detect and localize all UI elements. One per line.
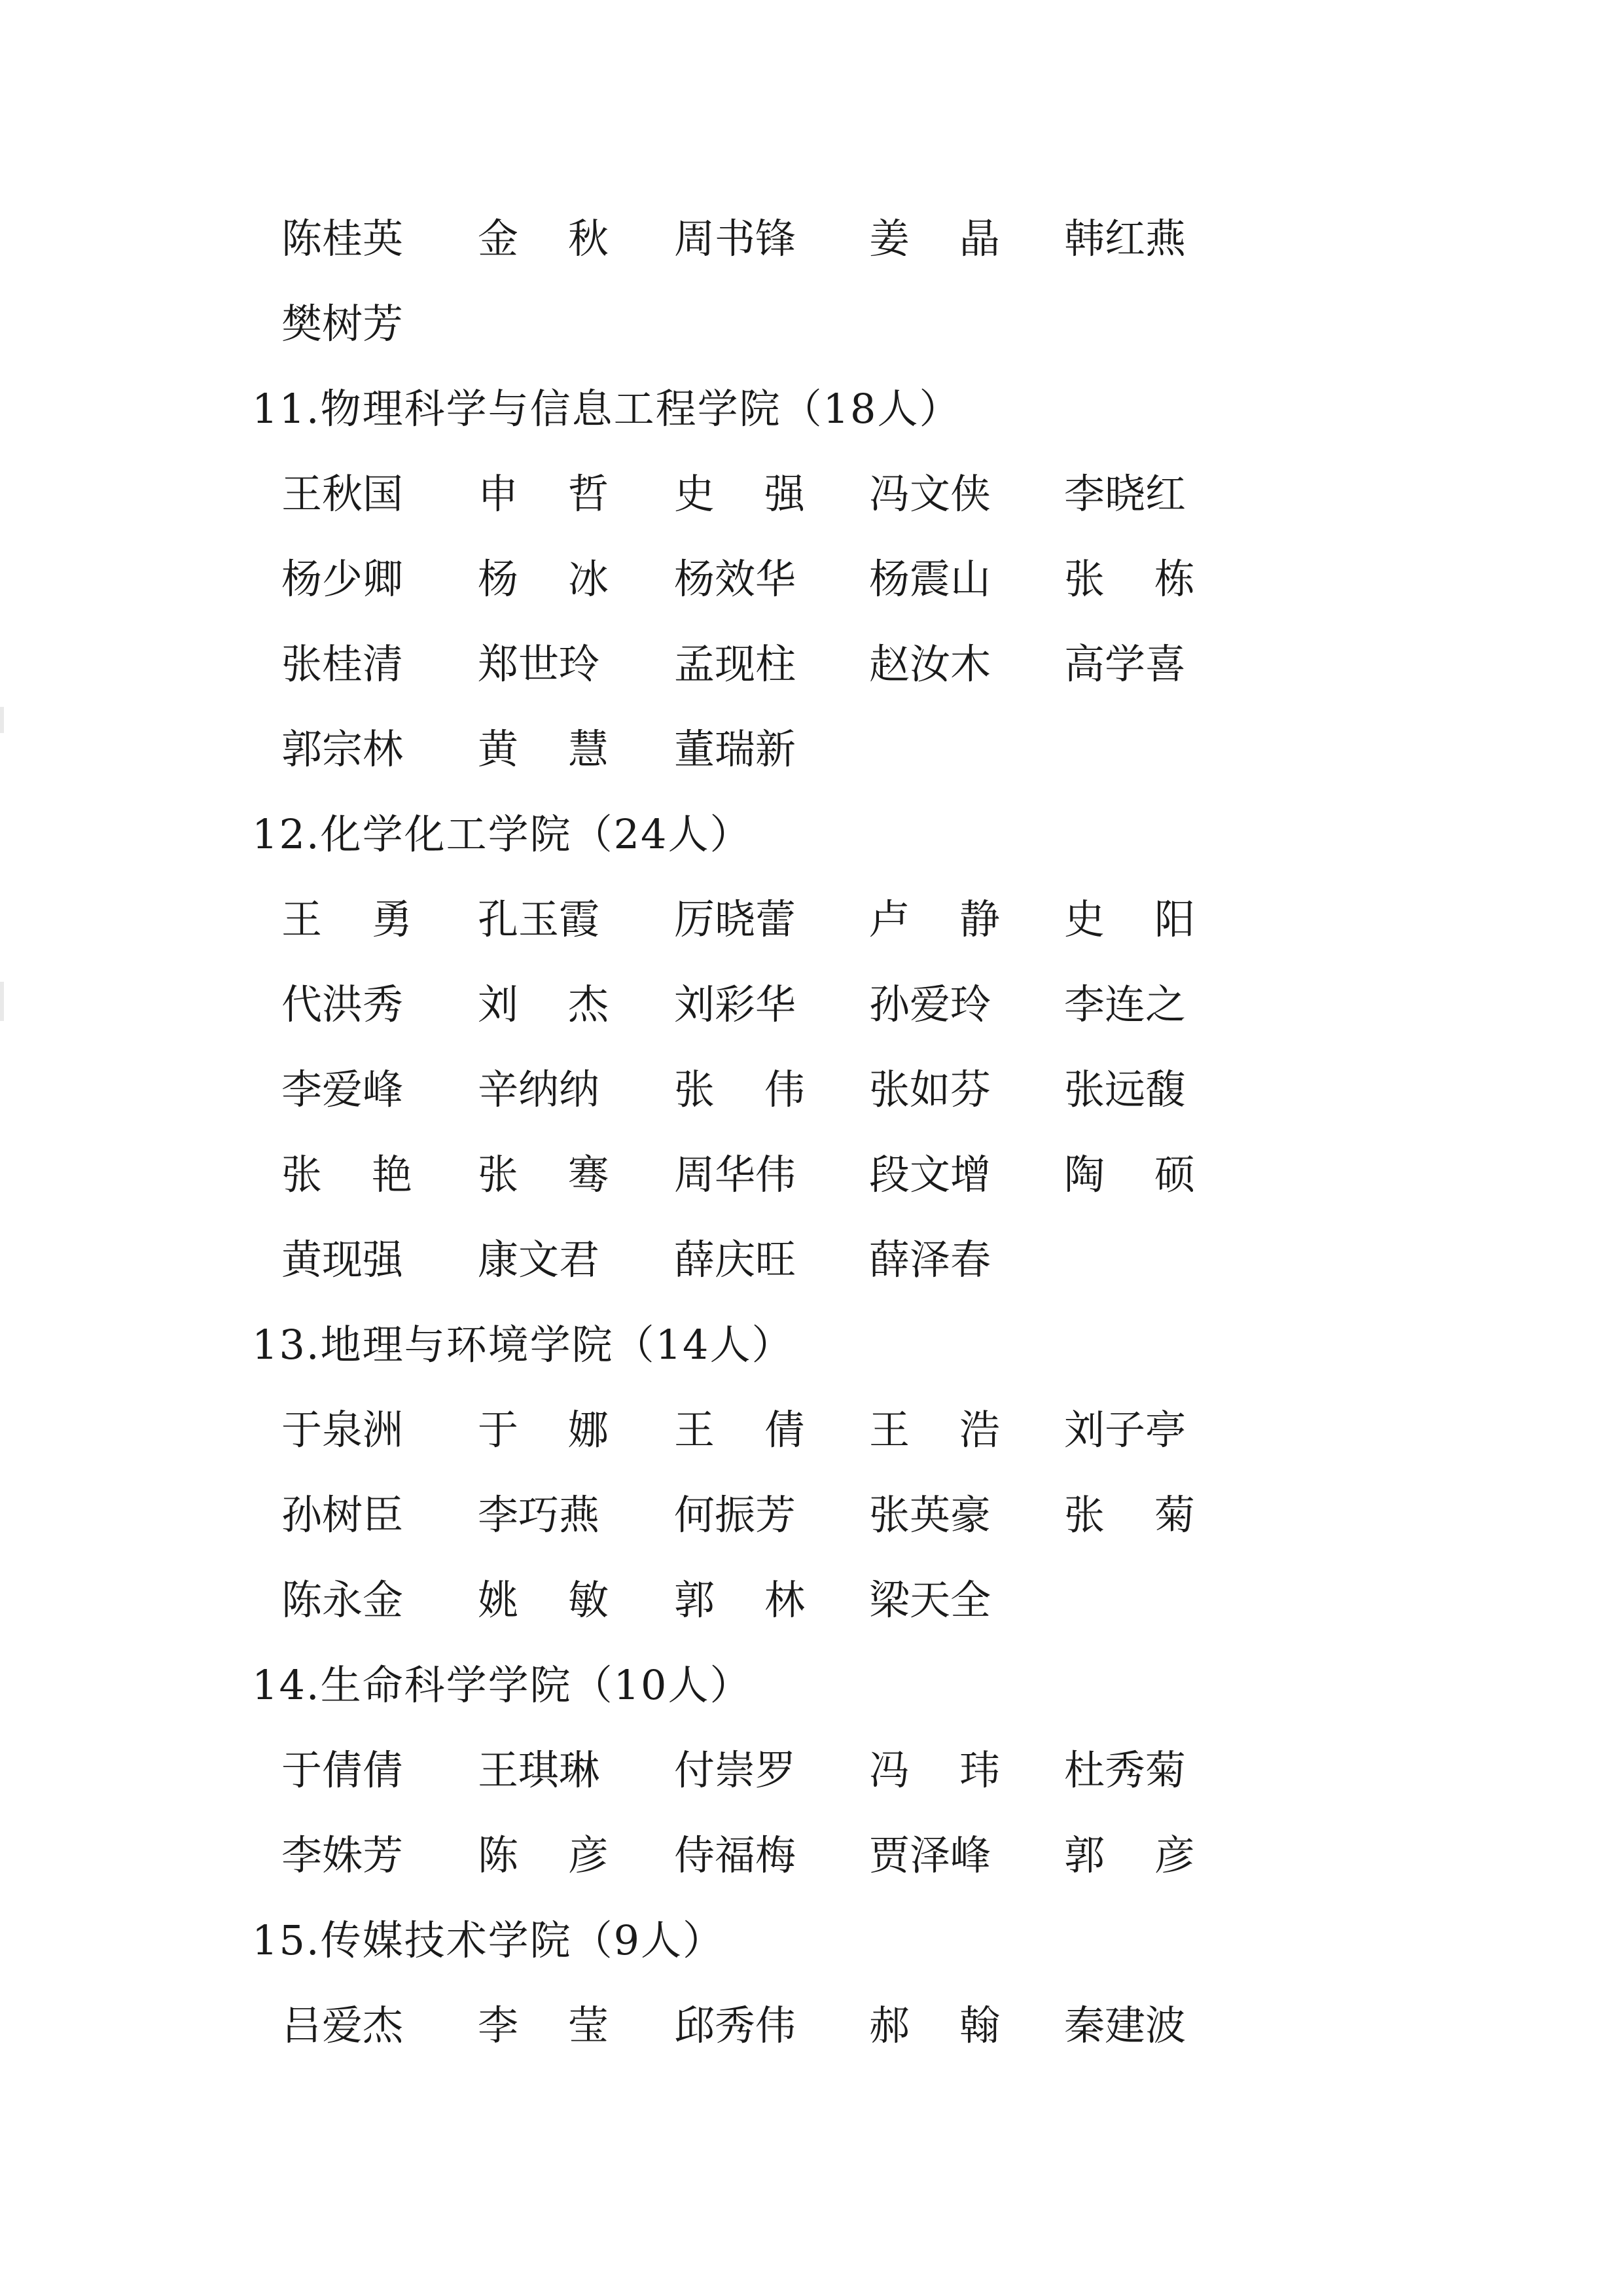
person-name: 杜 秀 菊 xyxy=(1064,1746,1186,1794)
person-name: 代 洪 秀 xyxy=(281,980,404,1028)
name-row xyxy=(281,1234,1263,1286)
person-name: 董 瑞 新 xyxy=(674,725,796,773)
person-name: 邱 秀 伟 xyxy=(674,2001,796,2049)
name-row xyxy=(281,723,1263,776)
person-name: 郭 宗 林 xyxy=(281,725,404,773)
section-heading: 12.化学化工学院（24人） xyxy=(252,810,752,858)
name-row xyxy=(281,978,1263,1031)
person-name: 侍 福 梅 xyxy=(674,1831,796,1879)
person-name: 陈 桂 英 xyxy=(281,215,404,262)
person-name: 王 倩 xyxy=(674,1406,805,1454)
name-row xyxy=(281,1744,1263,1797)
person-name: 申 哲 xyxy=(478,470,609,518)
section-heading: 15.传媒技术学院（9人） xyxy=(252,1916,725,1964)
person-name: 秦 建 波 xyxy=(1064,2001,1186,2049)
person-name: 史 阳 xyxy=(1064,895,1195,943)
person-name: 孟 现 柱 xyxy=(674,640,796,688)
name-row xyxy=(281,1829,1263,1882)
name-row xyxy=(281,2000,1263,2052)
name-row xyxy=(281,1574,1263,1626)
name-row xyxy=(281,1489,1263,1541)
person-name: 李 莹 xyxy=(478,2001,609,2049)
person-name: 杨 少 卿 xyxy=(281,555,404,603)
person-name: 张 如 芬 xyxy=(869,1066,991,1113)
person-name: 李 爱 峰 xyxy=(281,1066,404,1113)
person-name: 樊 树 芳 xyxy=(281,300,404,348)
person-name: 陈 彦 xyxy=(478,1831,609,1879)
person-name: 张 骞 xyxy=(478,1151,609,1198)
person-name: 陈 永 金 xyxy=(281,1576,404,1624)
person-name: 黄 慧 xyxy=(478,725,609,773)
person-name: 张 英 豪 xyxy=(869,1491,991,1539)
person-name: 郝 翰 xyxy=(869,2001,1000,2049)
person-name: 周 华 伟 xyxy=(674,1151,796,1198)
person-name: 姜 晶 xyxy=(869,215,1000,262)
person-name: 孔 玉 霞 xyxy=(478,895,600,943)
person-name: 张 菊 xyxy=(1064,1491,1195,1539)
section-heading: 13.地理与环境学院（14人） xyxy=(252,1321,794,1369)
person-name: 杨 震 山 xyxy=(869,555,991,603)
person-name: 康 文 君 xyxy=(478,1236,600,1283)
person-name: 孙 爱 玲 xyxy=(869,980,991,1028)
person-name: 黄 现 强 xyxy=(281,1236,404,1283)
section-heading: 11.物理科学与信息工程学院（18人） xyxy=(252,385,961,433)
person-name: 金 秋 xyxy=(478,215,609,262)
person-name: 郭 林 xyxy=(674,1576,805,1624)
person-name: 冯 文 侠 xyxy=(869,470,991,518)
person-name: 于 娜 xyxy=(478,1406,609,1454)
person-name: 杨 冰 xyxy=(478,555,609,603)
person-name: 李 巧 燕 xyxy=(478,1491,600,1539)
person-name: 杨 效 华 xyxy=(674,555,796,603)
person-name: 付 崇 罗 xyxy=(674,1746,796,1794)
name-row xyxy=(281,213,1263,265)
person-name: 贾 泽 峰 xyxy=(869,1831,991,1879)
person-name: 李 连 之 xyxy=(1064,980,1186,1028)
person-name: 郭 彦 xyxy=(1064,1831,1195,1879)
person-name: 郑 世 玲 xyxy=(478,640,600,688)
person-name: 张 伟 xyxy=(674,1066,805,1113)
name-row xyxy=(281,1064,1263,1116)
person-name: 赵 汝 木 xyxy=(869,640,991,688)
person-name: 于 倩 倩 xyxy=(281,1746,404,1794)
person-name: 孙 树 臣 xyxy=(281,1491,404,1539)
name-row xyxy=(281,893,1263,946)
section-heading: 14.生命科学学院（10人） xyxy=(252,1661,752,1709)
person-name: 薛 泽 春 xyxy=(869,1236,991,1283)
person-name: 高 学 喜 xyxy=(1064,640,1186,688)
person-name: 刘 杰 xyxy=(478,980,609,1028)
person-name: 王 琪 琳 xyxy=(478,1746,600,1794)
person-name: 姚 敏 xyxy=(478,1576,609,1624)
person-name: 段 文 增 xyxy=(869,1151,991,1198)
person-name: 陶 硕 xyxy=(1064,1151,1195,1198)
person-name: 张 栋 xyxy=(1064,555,1195,603)
name-row xyxy=(281,638,1263,691)
person-name: 张 桂 清 xyxy=(281,640,404,688)
person-name: 何 振 芳 xyxy=(674,1491,796,1539)
scan-edge-mark xyxy=(0,982,4,1021)
name-row xyxy=(281,553,1263,605)
person-name: 冯 玮 xyxy=(869,1746,1000,1794)
name-row xyxy=(281,1149,1263,1201)
name-row xyxy=(281,468,1263,520)
person-name: 卢 静 xyxy=(869,895,1000,943)
person-name: 厉 晓 蕾 xyxy=(674,895,796,943)
person-name: 王 浩 xyxy=(869,1406,1000,1454)
person-name: 王 秋 国 xyxy=(281,470,404,518)
scan-edge-mark xyxy=(0,707,4,733)
person-name: 王 勇 xyxy=(281,895,412,943)
name-row xyxy=(281,1404,1263,1456)
person-name: 张 远 馥 xyxy=(1064,1066,1186,1113)
person-name: 梁 天 全 xyxy=(869,1576,991,1624)
person-name: 张 艳 xyxy=(281,1151,412,1198)
person-name: 李 晓 红 xyxy=(1064,470,1186,518)
person-name: 刘 彩 华 xyxy=(674,980,796,1028)
person-name: 李 姝 芳 xyxy=(281,1831,404,1879)
person-name: 薛 庆 旺 xyxy=(674,1236,796,1283)
name-row xyxy=(281,298,1263,350)
person-name: 于 泉 洲 xyxy=(281,1406,404,1454)
person-name: 辛 纳 纳 xyxy=(478,1066,600,1113)
person-name: 周 书 锋 xyxy=(674,215,796,262)
person-name: 史 强 xyxy=(674,470,805,518)
person-name: 刘 子 亭 xyxy=(1064,1406,1186,1454)
person-name: 韩 红 燕 xyxy=(1064,215,1186,262)
person-name: 吕 爱 杰 xyxy=(281,2001,404,2049)
